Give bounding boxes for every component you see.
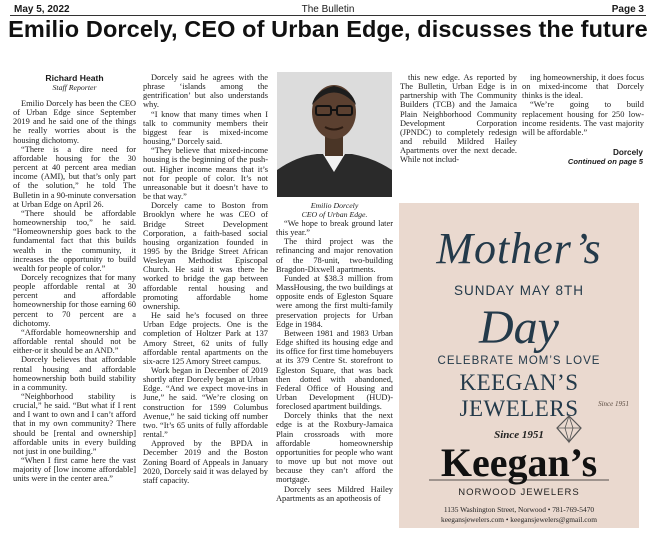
article-paragraph: Dorcely believes that affordable rental housing and affordable homeownership both build stability in a community. [13, 355, 136, 392]
publication-name: The Bulletin [301, 4, 355, 15]
article-paragraph: The third project was the refinancing and major renovation of the 78-unit, two-building Bragdon-Dixwell apartments. [276, 237, 393, 274]
article-column-3 [276, 219, 393, 503]
article-paragraph: Funded at $38.3 million from MassHousing, the two buildings at opposite ends of Egleston Square were among the first multi-family preservation projects for Urban Edge in 1984. [276, 273, 393, 329]
article-paragraph: this new edge. As reported by The Bulletin, Urban Edge is in partnership with The Community Builders (TCB) and the Jamaica Plain Neighborhood Community Development Corporation (JPNDC) to completely redesign and rebuild Mildred Hailey Apartments over the next decade. While not includ- [400, 73, 517, 165]
ad-brand: KEEGAN’S JEWELERS [459, 370, 579, 421]
photo-caption [276, 201, 393, 219]
article-column-1 [13, 99, 136, 484]
caption-line-1: Emilio Dorcely [310, 201, 359, 210]
article-paragraph: Dorcely came to Boston from Brooklyn where he was CEO of Bridge Street Development Corporation, a faith-based social housing organization founded in 1995 by the Bridge Street African Wesleyan Methodist Episcopal Church. He said it was there he worked to bridge the gap between affordable rental housing and promoting affordable home ownership. [143, 201, 268, 311]
ad-since-small: Since 1951 [598, 400, 629, 408]
byline-role: Staff Reporter [52, 83, 97, 92]
continued-link[interactable]: Continued on page 5 [567, 157, 643, 166]
article-column-2 [143, 73, 268, 485]
issue-date: May 5, 2022 [14, 4, 70, 15]
portrait-photo [277, 72, 392, 197]
caption-line-2: CEO of Urban Edge. [301, 210, 368, 219]
ad-store-name: NORWOOD JEWELERS [458, 487, 580, 498]
article-column-5 [522, 73, 644, 137]
ad-website[interactable]: keegansjewelers.com • keegansjewelers@gmail.com [441, 515, 597, 524]
ad-logo-name: Keegan’s [440, 440, 598, 485]
article-paragraph: “When I first came here the vast majority of [low income affordable] units were in the center area.” [13, 456, 136, 484]
article-paragraph: Work began in December of 2019 shortly after Dorcely began at Urban Edge. “And we expect move-ins in June,” he said. “We’re closing on construction for 1599 Columbus Avenue,” he said ticking off number two. “It’s 65 units of fully affordable rental.” [143, 366, 268, 440]
article-paragraph: Between 1981 and 1983 Urban Edge shifted its housing edge and its office for first time homebuyers at its 379 Centre St. storefront to Egleston Square, that was back then dotted with abandoned, Federal Office of Housing and Urban Development (HUD)-foreclosed apartment buildings. [276, 328, 393, 412]
ad-address: 1135 Washington Street, Norwood • 781-769-5470 [443, 505, 595, 514]
article-paragraph: “We hope to break ground later this year.” [276, 219, 393, 238]
ad-mothers-heading: Mother’s [436, 224, 602, 273]
article-paragraph: “There should be affordable homeownership too,” he said. “Homeownership goes back to the fundamental fact that this builds wealth in the community, it increases the opportunity to build wealth for people of color.” [13, 208, 136, 273]
article-headline: Emilio Dorcely, CEO of Urban Edge, discusses the future [8, 16, 648, 42]
article-paragraph: “Affordable homeownership and affordable rental should not be either-or it should be an AND.” [13, 327, 136, 356]
article-paragraph: Approved by the BPDA in December 2019 and the Boston Zoning Board of Appeals in January 2020, Dorcely said it was delayed by staff capacity. [143, 439, 268, 485]
article-paragraph: “There is a dire need for affordable housing for the 30 percent at 40 percent area median income (AMI), but that’s only part of the solution,” he told The Bulletin in a 90-minute conversation at Urban Edge on April 26. [13, 144, 136, 209]
ad-day-heading: Day [479, 301, 559, 354]
byline [13, 73, 136, 92]
article-column-4 [400, 73, 517, 165]
article-paragraph: “I know that many times when I talk to community members their biggest fear is mixed-income housing,” Dorcely said. [143, 109, 268, 147]
article-paragraph: Dorcely recognizes that for many people affordable rental at 30 percent and affordable homeownership for those earning 60 percent to 70 percent are a dichotomy. [13, 272, 136, 328]
article-paragraph: He said he’s focused on three Urban Edge projects. One is the completion of Holtzer Park at 137 Amory Street, 62 units of fully affordable rental apartments on the six-acre 125 Amory Street campus. [143, 311, 268, 366]
byline-author: Richard Heath [45, 73, 104, 83]
article-paragraph: Dorcely thinks that the next edge is at the Roxbury-Jamaica Plain crossroads with more affordable homeownership opportunities for people who want to move up but not move out because they can’t afford the mortgage. [276, 411, 393, 485]
ad-date: SUNDAY MAY 8TH [453, 283, 585, 298]
jeweler-advertisement[interactable] [399, 203, 639, 528]
ad-tagline: CELEBRATE MOM’S LOVE [437, 355, 601, 367]
article-paragraph: ing homeownership, it does focus on mixed-income that Dorcely thinks is the ideal. [522, 73, 644, 101]
article-paragraph: “They believe that mixed-income housing is the beginning of the push-out. Higher income means that it’s not for people of color. It’s not unreasonable but it doesn’t have to be that way.” [143, 146, 268, 202]
article-paragraph: Emilio Dorcely has been the CEO of Urban Edge since September 2019 and he said one of the things he really worries about is the housing dichotomy. [13, 99, 136, 145]
article-signoff: Dorcely [612, 148, 643, 157]
page-number: Page 3 [611, 4, 644, 15]
ad-since: Since 1951 [494, 429, 544, 441]
article-paragraph: Dorcely sees Mildred Hailey Apartments as an apotheosis of [276, 484, 393, 503]
article-paragraph: “We’re going to build replacement housing for 250 low-income residents. The vast majority will be affordable.” [522, 100, 644, 137]
article-paragraph: “Neighborhood stability is crucial,” he said. “But what if I rent and I want to own and I can’t afford that in my own community? There should be [rental and ownership] affordable units in every building not just in one building.” [13, 392, 136, 456]
portrait-illustration [277, 72, 392, 197]
article-paragraph: Dorcely said he agrees with the phrase ‘islands among the gentrification’ but also understands why. [143, 73, 268, 110]
